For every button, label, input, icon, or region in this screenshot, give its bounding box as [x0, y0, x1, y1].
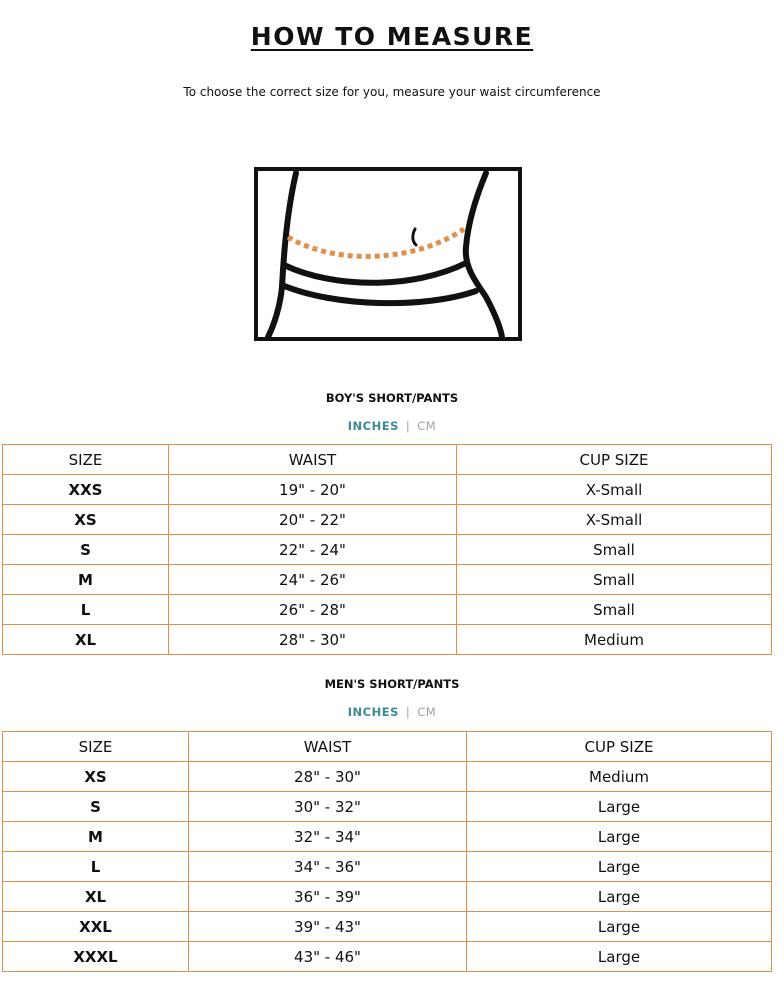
table-row — [3, 475, 772, 505]
size-cell: S — [3, 535, 169, 565]
size-cell: XL — [3, 882, 189, 912]
boys-unit-toggle — [0, 419, 784, 433]
boys-size-table — [2, 444, 772, 655]
table-header-row — [3, 732, 772, 762]
cup-size-cell: X-Small — [457, 475, 772, 505]
size-cell: L — [3, 852, 189, 882]
page-subtitle: To choose the correct size for you, measure your waist circumference — [183, 85, 601, 99]
table-row — [3, 852, 772, 882]
size-cell: S — [3, 792, 189, 822]
boys-unit-separator: | — [405, 419, 411, 433]
size-cell: XL — [3, 625, 169, 655]
waist-cell: 34" - 36" — [189, 852, 467, 882]
cup-size-cell: Medium — [467, 762, 772, 792]
boys-section-heading: BOY'S SHORT/PANTS — [325, 391, 459, 405]
waist-cell: 22" - 24" — [169, 535, 457, 565]
size-cell: M — [3, 565, 169, 595]
cup-size-cell: Large — [467, 792, 772, 822]
page-title-text: HOW TO MEASURE — [250, 22, 534, 51]
cup-size-cell: Large — [467, 942, 772, 972]
mens-section-heading: MEN'S SHORT/PANTS — [324, 677, 460, 691]
cup-size-cell: Medium — [457, 625, 772, 655]
cup-size-cell: Large — [467, 852, 772, 882]
table-row — [3, 625, 772, 655]
mens-size-table — [2, 731, 772, 972]
page-title — [0, 22, 784, 51]
size-cell: XXXL — [3, 942, 189, 972]
size-cell: M — [3, 822, 189, 852]
cup-size-cell: Small — [457, 565, 772, 595]
waist-measure-illustration-icon — [254, 167, 522, 341]
table-header-row — [3, 445, 772, 475]
table-row — [3, 565, 772, 595]
table-row — [3, 792, 772, 822]
column-header-size: SIZE — [3, 445, 169, 475]
waist-cell: 24" - 26" — [169, 565, 457, 595]
waist-cell: 28" - 30" — [189, 762, 467, 792]
column-header-waist: WAIST — [169, 445, 457, 475]
cup-size-cell: Large — [467, 912, 772, 942]
table-row — [3, 882, 772, 912]
table-row — [3, 505, 772, 535]
waist-cell: 43" - 46" — [189, 942, 467, 972]
cup-size-cell: Large — [467, 882, 772, 912]
boys-unit-inches[interactable]: INCHES — [347, 419, 399, 433]
size-cell: XS — [3, 762, 189, 792]
mens-unit-inches[interactable]: INCHES — [347, 705, 399, 719]
cup-size-cell: Large — [467, 822, 772, 852]
table-row — [3, 822, 772, 852]
waist-cell: 32" - 34" — [189, 822, 467, 852]
mens-unit-cm[interactable]: CM — [417, 705, 437, 719]
size-cell: L — [3, 595, 169, 625]
cup-size-cell: Small — [457, 535, 772, 565]
table-row — [3, 595, 772, 625]
waist-cell: 20" - 22" — [169, 505, 457, 535]
table-row — [3, 912, 772, 942]
table-row — [3, 535, 772, 565]
mens-unit-toggle — [0, 705, 784, 719]
table-row — [3, 762, 772, 792]
column-header-size: SIZE — [3, 732, 189, 762]
waist-cell: 28" - 30" — [169, 625, 457, 655]
column-header-cup-size: CUP SIZE — [457, 445, 772, 475]
cup-size-cell: Small — [457, 595, 772, 625]
waist-cell: 36" - 39" — [189, 882, 467, 912]
waist-cell: 30" - 32" — [189, 792, 467, 822]
cup-size-cell: X-Small — [457, 505, 772, 535]
size-cell: XXL — [3, 912, 189, 942]
size-cell: XS — [3, 505, 169, 535]
column-header-waist: WAIST — [189, 732, 467, 762]
column-header-cup-size: CUP SIZE — [467, 732, 772, 762]
size-cell: XXS — [3, 475, 169, 505]
table-row — [3, 942, 772, 972]
waist-cell: 39" - 43" — [189, 912, 467, 942]
waist-cell: 19" - 20" — [169, 475, 457, 505]
boys-unit-cm[interactable]: CM — [417, 419, 437, 433]
waist-cell: 26" - 28" — [169, 595, 457, 625]
mens-unit-separator: | — [405, 705, 411, 719]
